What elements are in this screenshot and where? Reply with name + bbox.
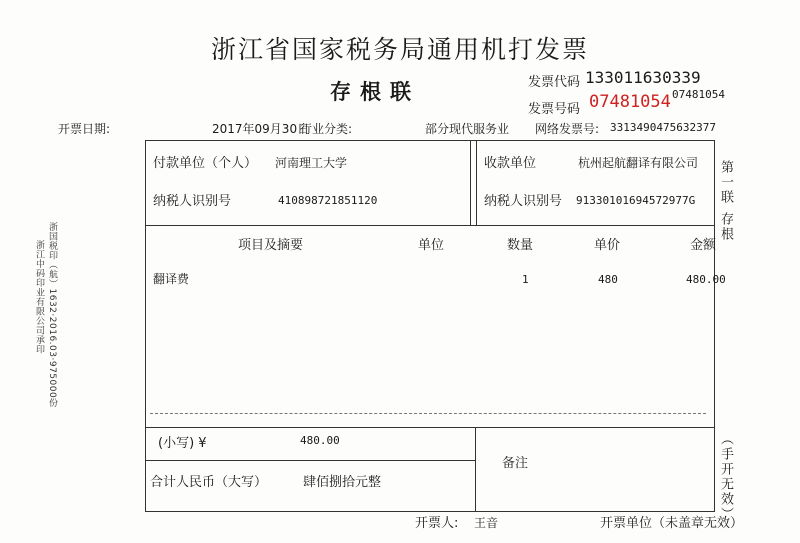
remarks-divider (475, 427, 476, 511)
side-printer-info: 浙江中码印业有限公司承印 (34, 240, 44, 354)
col-unit-header: 单位 (418, 238, 445, 253)
item-qty: 1 (522, 273, 529, 286)
small-total-label: (小写) ¥ (158, 436, 207, 451)
col-qty-header: 数量 (507, 238, 534, 253)
copy-type-title: 存根联 (330, 80, 420, 104)
seal-note: 开票单位（未盖章无效） (600, 516, 744, 531)
side-print-info: 浙国税印（航）1632·2016.03·975000份 (47, 222, 57, 408)
item-amount: 480.00 (686, 273, 726, 286)
invoice-number-printed: 07481054 (672, 88, 725, 101)
invoice-number-label: 发票号码 (528, 102, 581, 117)
industry-label: 行业分类: (300, 122, 353, 136)
payee-label: 收款单位 (484, 156, 537, 171)
issuer-label: 开票人: (415, 516, 459, 531)
invoice-title: 浙江省国家税务局通用机打发票 (210, 35, 589, 64)
invoice-number-red: 07481054 (589, 92, 671, 112)
remarks-label: 备注 (502, 456, 529, 471)
payee-tax-label: 纳税人识别号 (484, 194, 563, 209)
side-copy-number: 第一联 (718, 160, 733, 205)
invoice-code: 133011630339 (585, 68, 701, 87)
side-handwritten-invalid: （手开无效） (718, 432, 733, 522)
payer-payee-divider (470, 140, 471, 225)
big-total-value: 肆佰捌拾元整 (303, 475, 382, 490)
invoice-code-label: 发票代码 (528, 75, 581, 90)
small-total-value: 480.00 (300, 434, 340, 447)
payer-tax-id: 410898721851120 (278, 194, 378, 207)
side-copy-name: 存根 (718, 212, 733, 242)
item-name: 翻译费 (153, 272, 190, 286)
payer-payee-divider-2 (476, 140, 477, 225)
online-number-label: 网络发票号: (535, 122, 600, 136)
item-price: 480 (598, 273, 618, 286)
payee-tax-id: 91330101694572977G (576, 194, 696, 207)
issue-date: 2017年09月30日 (212, 122, 310, 136)
header-divider (145, 225, 714, 226)
col-item-header: 项目及摘要 (238, 238, 304, 253)
payer-tax-label: 纳税人识别号 (153, 194, 232, 209)
col-price-header: 单价 (594, 238, 621, 253)
col-amount-header: 金额 (690, 238, 717, 253)
payee-name: 杭州起航翻译有限公司 (578, 156, 699, 170)
industry-value: 部分现代服务业 (425, 122, 510, 136)
online-number: 3313490475632377 (610, 121, 716, 134)
big-total-label: 合计人民币（大写） (150, 475, 268, 490)
issuer-name: 王音 (474, 516, 499, 530)
payer-name: 河南理工大学 (275, 156, 348, 170)
payer-label: 付款单位（个人） (153, 156, 258, 171)
items-bottom-dashed (150, 413, 706, 414)
totals-divider (145, 427, 714, 428)
small-big-divider (145, 460, 475, 461)
issue-date-label: 开票日期: (58, 122, 111, 136)
